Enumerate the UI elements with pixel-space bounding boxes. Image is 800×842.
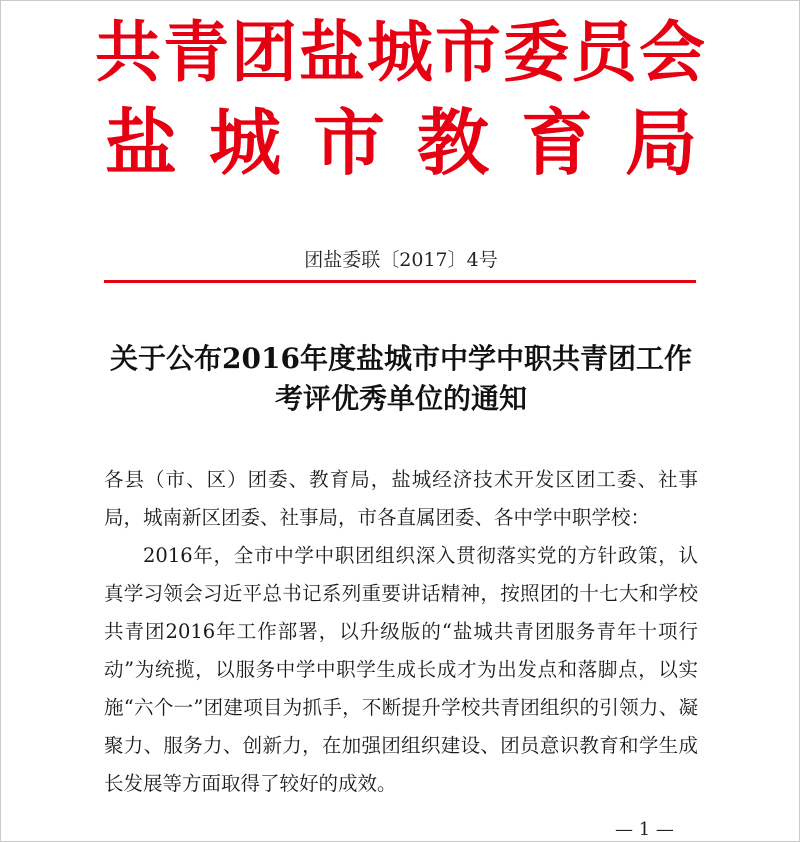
title-line-1: 关于公布2016年度盐城市中学中职共青团工作 (110, 342, 692, 375)
red-divider-line (104, 280, 696, 283)
issuer-line-1: 共青团盐城市委员会 (95, 13, 707, 91)
salutation: 各县（市、区）团委、教育局，盐城经济技术开发区团工委、社事局，城南新区团委、社事局，市各直属团委、各中学中职学校： (104, 468, 698, 529)
title-line-2: 考评优秀单位的通知 (274, 382, 527, 415)
issuer-line-2: 盐城市教育局 (104, 100, 729, 185)
page-number: — 1 — (615, 819, 674, 840)
body-paragraph: 2016年，全市中学中职团组织深入贯彻落实党的方针政策，认真学习领会习近平总书记系列重要讲话精神，按照团的十七大和学校共青团2016年工作部署，以升级版的“盐城共青团服务青年十项行动”为统揽，以服务中学中职学生成长成才为出发点和落脚点，以实施“六个一”团建项目为抓手，不断提升学校共青团组织的引领力、凝聚力、服务力、创新力，在加强团组织建设、团员意识教育和学生成长发展等方面取得了较好的成效。 (104, 544, 698, 795)
document-title (61, 339, 741, 419)
document-number: 团盐委联〔2017〕4号 (304, 249, 498, 271)
document-body (104, 461, 698, 803)
